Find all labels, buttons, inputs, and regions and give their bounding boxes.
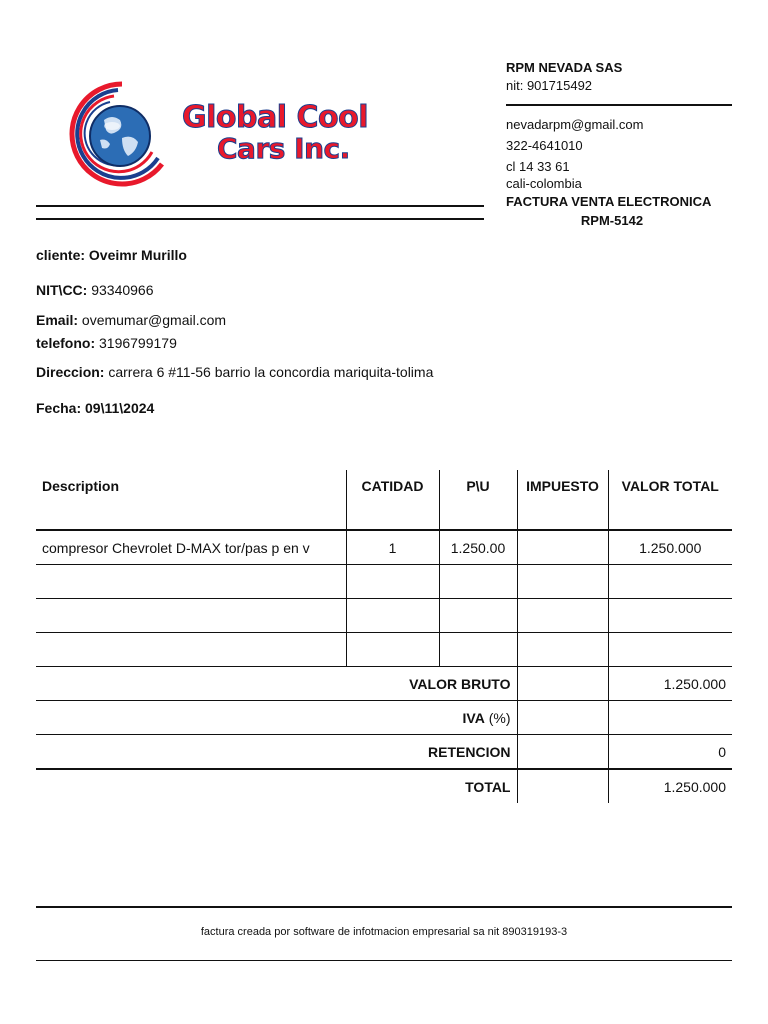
- header-total: VALOR TOTAL: [608, 470, 732, 530]
- client-nit: [36, 282, 154, 298]
- row-description: compresor Chevrolet D-MAX tor/pas p en v: [36, 530, 346, 565]
- client-email: [36, 312, 226, 328]
- header-description: Description: [42, 478, 120, 494]
- logo-text-line2: Cars Inc.: [217, 132, 350, 165]
- client-phone-label: telefono:: [36, 335, 96, 351]
- total-label: TOTAL: [36, 769, 517, 803]
- table-row: [36, 599, 732, 633]
- company-logo: [62, 80, 372, 190]
- client-email-label: Email:: [36, 312, 79, 328]
- retencion-label: RETENCION: [36, 735, 517, 770]
- client-nit-label: NIT\CC:: [36, 282, 88, 298]
- row-tax: [517, 565, 608, 599]
- row-tax: [517, 633, 608, 667]
- header-quantity: CATIDAD: [346, 470, 439, 530]
- company-name: RPM NEVADA SAS: [506, 60, 623, 75]
- iva-value: [608, 701, 732, 735]
- totals-row-valor-bruto: [36, 667, 732, 701]
- valor-bruto-value: 1.250.000: [608, 667, 732, 701]
- total-value: 1.250.000: [608, 769, 732, 803]
- retencion-value: 0: [608, 735, 732, 770]
- footer-rule-top: [36, 906, 732, 908]
- client-address: [36, 364, 433, 380]
- totals-row-retencion: [36, 735, 732, 770]
- table-row: [36, 565, 732, 599]
- company-phone: 322-4641010: [506, 138, 583, 153]
- company-address: cl 14 33 61: [506, 159, 570, 174]
- row-description: [36, 565, 346, 599]
- invoice-date: Fecha: 09\11\2024: [36, 400, 155, 416]
- header-tax: IMPUESTO: [517, 470, 608, 530]
- invoice-title: FACTURA VENTA ELECTRONICA: [506, 194, 712, 209]
- iva-suffix: (%): [488, 709, 511, 726]
- client-nit-value: 93340966: [91, 282, 154, 298]
- retencion-tax-cell: [517, 735, 608, 770]
- row-unit-price: 1.250.00: [439, 530, 517, 565]
- totals-row-total: [36, 769, 732, 803]
- iva-tax-cell: [517, 701, 608, 735]
- company-email: nevadarpm@gmail.com: [506, 117, 644, 132]
- row-unit-price: [439, 565, 517, 599]
- valor-bruto-label: VALOR BRUTO: [36, 667, 517, 701]
- invoice-number: RPM-5142: [580, 213, 644, 228]
- company-nit: nit: 901715492: [506, 78, 593, 93]
- row-tax: [517, 599, 608, 633]
- table-row: [36, 530, 732, 565]
- globe-logo-icon: [62, 80, 172, 190]
- valor-bruto-tax-cell: [517, 667, 608, 701]
- client-phone-value: 3196799179: [99, 335, 177, 351]
- footer-text: factura creada por software de infotmacion empresarial sa nit 890319193-3: [200, 926, 568, 938]
- header-rule-top: [36, 205, 484, 207]
- header-unit-price: P\U: [439, 470, 517, 530]
- table-row: [36, 633, 732, 667]
- footer-rule-bottom: [36, 960, 732, 961]
- row-total: 1.250.000: [608, 530, 732, 565]
- row-tax: [517, 530, 608, 565]
- row-total: [608, 565, 732, 599]
- totals-row-iva: [36, 701, 732, 735]
- row-total: [608, 633, 732, 667]
- row-total: [608, 599, 732, 633]
- row-quantity: [346, 565, 439, 599]
- company-city: cali-colombia: [506, 176, 582, 191]
- row-quantity: [346, 599, 439, 633]
- header-rule-bottom: [36, 218, 484, 220]
- row-description: [36, 633, 346, 667]
- company-divider: [506, 104, 732, 106]
- iva-label-cell: [36, 701, 517, 735]
- iva-label: IVA: [462, 709, 485, 726]
- row-unit-price: [439, 599, 517, 633]
- row-quantity: 1: [346, 530, 439, 565]
- row-quantity: [346, 633, 439, 667]
- table-header-row: [36, 470, 732, 530]
- client-name: cliente: Oveimr Murillo: [36, 247, 187, 263]
- logo-text-line1: Global Cool: [182, 100, 368, 135]
- row-unit-price: [439, 633, 517, 667]
- total-tax-cell: [517, 769, 608, 803]
- client-address-label: Direccion:: [36, 364, 105, 380]
- client-email-value: ovemumar@gmail.com: [81, 312, 227, 328]
- row-description: [36, 599, 346, 633]
- client-phone: [36, 335, 177, 351]
- items-table: [36, 470, 732, 803]
- client-address-value: carrera 6 #11-56 barrio la concordia mariquita-tolima: [108, 364, 434, 380]
